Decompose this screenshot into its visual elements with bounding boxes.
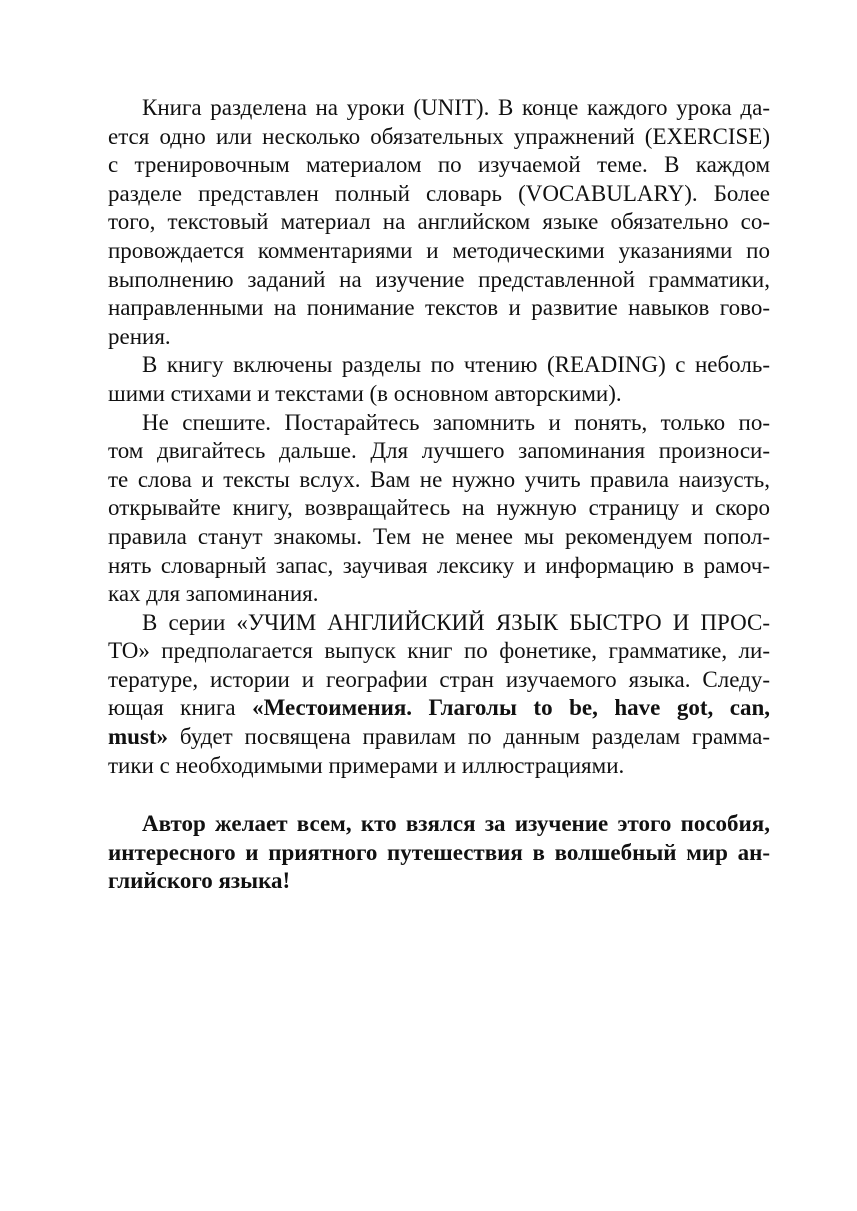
text-segment: шими стихами и текстами (в основном авторскими). — [108, 380, 622, 406]
text-segment: с тренировочным материалом по изучаемой теме. В каждом — [108, 152, 770, 178]
text-segment: того, текстовый материал на английском языке обязательно со- — [108, 209, 770, 235]
text-segment: том двигайтесь дальше. Для лучшего запоминания произноси- — [108, 438, 770, 464]
document-page — [108, 94, 770, 896]
text-segment: правила станут знакомы. Тем не менее мы рекомендуем попол- — [108, 523, 770, 549]
text-segment: ется одно или несколько обязательных упражнений (EXERCISE) — [108, 123, 770, 149]
bold-text: интересного и приятного путешествия в волшебный мир ан- — [108, 839, 770, 865]
text-segment: открывайте книгу, возвращайтесь на нужную страницу и скоро — [108, 495, 770, 521]
text-line — [108, 437, 770, 466]
text-segment: ках для запоминания. — [108, 581, 319, 607]
text-segment: Книга разделена на уроки (UNIT). В конце каждого урока да- — [142, 95, 770, 120]
text-line — [108, 523, 770, 552]
text-segment: рения. — [108, 323, 171, 349]
text-line — [108, 867, 770, 896]
text-segment: провождается комментариями и методическими указаниями по — [108, 237, 770, 263]
text-line — [108, 666, 770, 695]
text-segment: В книгу включены разделы по чтению (READING) с неболь- — [142, 352, 770, 378]
text-line — [108, 466, 770, 495]
text-segment: будет посвящена правилам по данным разделам грамма- — [168, 724, 770, 750]
text-segment: тики с необходимыми примерами и иллюстрациями. — [108, 752, 625, 778]
text-line — [108, 266, 770, 295]
text-line — [108, 294, 770, 323]
text-line — [108, 810, 770, 839]
text-segment: направленными на понимание текстов и развитие навыков гово- — [108, 295, 770, 321]
text-line — [108, 723, 770, 752]
text-segment: ющая книга — [108, 695, 253, 721]
text-line — [108, 208, 770, 237]
text-line — [108, 839, 770, 868]
text-line — [108, 180, 770, 209]
bold-text: Автор желает всем, кто взялся за изучение этого пособия, — [142, 811, 770, 837]
text-segment: ТО» предполагается выпуск книг по фонетике, грамматике, ли- — [108, 638, 770, 664]
text-segment: тературе, истории и географии стран изучаемого языка. Следу- — [108, 666, 770, 692]
text-line — [108, 409, 770, 438]
text-line — [108, 323, 770, 352]
text-line — [108, 609, 770, 638]
text-segment: В серии «УЧИМ АНГЛИЙСКИЙ ЯЗЫК БЫСТРО И ПРОС- — [142, 609, 770, 635]
text-segment: выполнению заданий на изучение представленной грамматики, — [108, 266, 770, 292]
text-segment: Не спешите. Постарайтесь запомнить и понять, только по- — [142, 409, 770, 435]
bold-text: глийского языка! — [108, 868, 291, 894]
text-line — [108, 580, 770, 609]
text-line — [108, 351, 770, 380]
text-line — [108, 752, 770, 781]
text-line — [108, 94, 770, 123]
text-line — [108, 637, 770, 666]
text-segment: те слова и тексты вслух. Вам не нужно учить правила наизусть, — [108, 466, 770, 492]
text-segment: разделе представлен полный словарь (VOCABULARY). Более — [108, 180, 770, 206]
text-line — [108, 123, 770, 152]
bold-text: must» — [108, 724, 169, 750]
text-segment: нять словарный запас, заучивая лексику и информацию в рамоч- — [108, 552, 770, 578]
text-line — [108, 380, 770, 409]
bold-text: «Местоимения. Глаголы to be, have got, can, — [252, 695, 770, 721]
text-line — [108, 494, 770, 523]
text-line — [108, 237, 770, 266]
text-line — [108, 552, 770, 581]
text-line — [108, 694, 770, 723]
text-line — [108, 151, 770, 180]
